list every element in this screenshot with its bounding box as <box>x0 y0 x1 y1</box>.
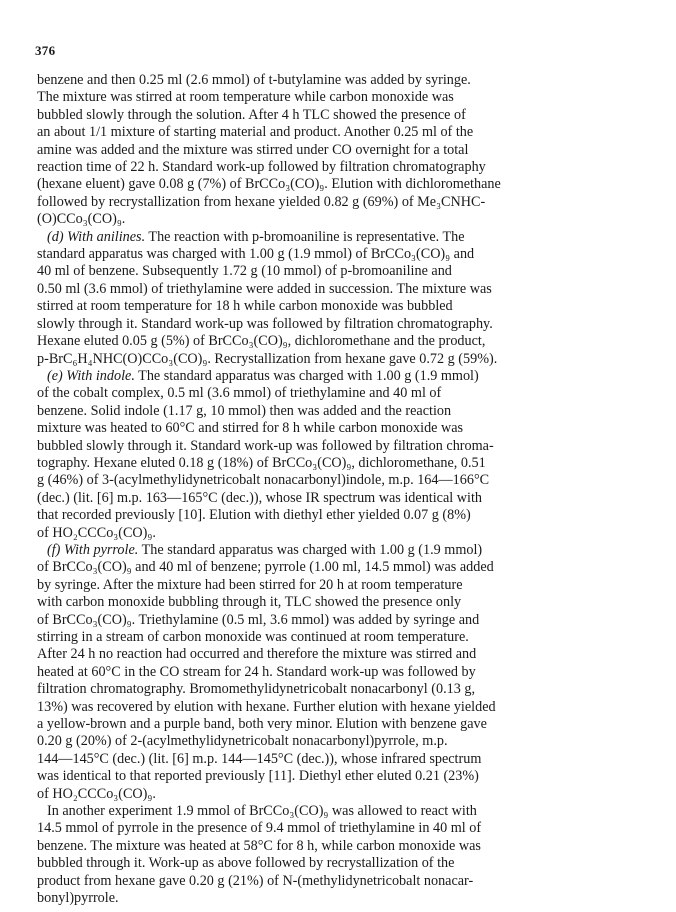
text-line: Hexane eluted 0.05 g (5%) of BrCCo₃(CO)₉, dichloromethane and the product, <box>37 333 486 350</box>
text-line: heated at 60°C in the CO stream for 24 h. Standard work-up was followed by <box>37 663 476 680</box>
paragraph-first-line <box>37 229 649 246</box>
text-line: of BrCCo₃(CO)₉ and 40 ml of benzene; pyrrole (1.00 ml, 14.5 mmol) was added <box>37 559 494 576</box>
text-line: bonyl)pyrrole. <box>37 890 119 907</box>
text-line: of the cobalt complex, 0.5 ml (3.6 mmol) of triethylamine and 40 ml of <box>37 385 442 402</box>
text-line: reaction time of 22 h. Standard work-up followed by filtration chromatography <box>37 159 486 176</box>
text-line: (O)CCo₃(CO)₉. <box>37 211 126 228</box>
text-line: 40 ml of benzene. Subsequently 1.72 g (10 mmol) of p-bromoaniline and <box>37 263 452 280</box>
text-line: The standard apparatus was charged with 1.00 g (1.9 mmol) <box>138 367 479 384</box>
text-line: 14.5 mmol of pyrrole in the presence of 9.4 mmol of triethylamine in 40 ml of <box>37 820 482 837</box>
text-line: (dec.) (lit. [6] m.p. 163—165°C (dec.)), whose IR spectrum was identical with <box>37 489 482 506</box>
text-line: 13%) was recovered by elution with hexane. Further elution with hexane yielded <box>37 698 496 715</box>
text-line: (hexane eluent) gave 0.08 g (7%) of BrCCo₃(CO)₉. Elution with dichloromethane <box>37 176 501 193</box>
text-line: stirring in a stream of carbon monoxide was continued at room temperature. <box>37 629 469 645</box>
text-line: The mixture was stirred at room temperature while carbon monoxide was <box>37 89 454 106</box>
text-line: g (46%) of 3-(acylmethylidynetricobalt nonacarbonyl)indole, m.p. 164—166°C <box>37 472 490 489</box>
text-line: bubbled slowly through the solution. After 4 h TLC showed the presence of <box>37 106 466 123</box>
text-line: standard apparatus was charged with 1.00 g (1.9 mmol) of BrCCo₃(CO)₉ and <box>37 246 475 263</box>
paragraph-first-line <box>37 542 649 559</box>
text-line: The reaction with p-bromoaniline is representative. The <box>148 228 465 245</box>
paragraph-first-line <box>37 368 649 385</box>
text-line: that recorded previously [10]. Elution with diethyl ether yielded 0.07 g (8%) <box>37 507 471 524</box>
text-line: bubbled through it. Work-up as above followed by recrystallization of the <box>37 855 455 872</box>
text-line: p-BrC₆H₄NHC(O)CCo₃(CO)₉. Recrystallization from hexane gave 0.72 g (59%). <box>37 350 498 367</box>
text-line: by syringe. After the mixture had been stirred for 20 h at room temperature <box>37 576 463 593</box>
text-line: stirred at room temperature for 18 h while carbon monoxide was bubbled <box>37 298 453 315</box>
text-line: of HO₂CCCo₃(CO)₉. <box>37 785 156 802</box>
text-line: of BrCCo₃(CO)₉. Triethylamine (0.5 ml, 3.6 mmol) was added by syringe and <box>37 611 480 628</box>
text-line: The standard apparatus was charged with 1.00 g (1.9 mmol) <box>141 541 483 558</box>
text-line: benzene. Solid indole (1.17 g, 10 mmol) then was added and the reaction <box>37 402 452 419</box>
text-line: slowly through it. Standard work-up was followed by filtration chromatography. <box>37 315 493 332</box>
text-line: mixture was heated to 60°C and stirred for 8 h while carbon monoxide was <box>37 420 464 437</box>
text-line: 144—145°C (dec.) (lit. [6] m.p. 144—145°C (dec.)), whose infrared spectrum <box>37 750 482 767</box>
text-line: 0.20 g (20%) of 2-(acylmethylidynetricobalt nonacarbonyl)pyrrole, m.p. <box>37 733 448 750</box>
text-line: tography. Hexane eluted 0.18 g (18%) of BrCCo₃(CO)₉, dichloromethane, 0.51 <box>37 454 486 471</box>
text-line: After 24 h no reaction had occurred and therefore the mixture was stirred and <box>37 646 477 663</box>
body-text <box>37 72 649 908</box>
text-line: filtration chromatography. Bromomethylidynetricobalt nonacarbonyl (0.13 g, <box>37 681 475 698</box>
text-line: 0.50 ml (3.6 mmol) of triethylamine were added in succession. The mixture was <box>37 280 492 297</box>
text-line: followed by recrystallization from hexane yielded 0.82 g (69%) of Me₃CNHC- <box>37 193 486 210</box>
section-heading-anilines: (d) With anilines. <box>47 228 146 245</box>
text-line: of HO₂CCCo₃(CO)₉. <box>37 524 156 541</box>
text-line: bubbled slowly through it. Standard work-up was followed by filtration chroma- <box>37 437 494 454</box>
text-line: benzene. The mixture was heated at 58°C for 8 h, while carbon monoxide was <box>37 837 481 854</box>
text-line: In another experiment 1.9 mmol of BrCCo₃(CO)₉ was allowed to react with <box>47 803 477 820</box>
text-line: amine was added and the mixture was stirred under CO overnight for a total <box>37 141 469 158</box>
text-line: an about 1/1 mixture of starting material and product. Another 0.25 ml of the <box>37 124 474 141</box>
text-line: benzene and then 0.25 ml (2.6 mmol) of t-butylamine was added by syringe. <box>37 72 471 88</box>
text-line: was identical to that reported previously [11]. Diethyl ether eluted 0.21 (23%) <box>37 768 479 785</box>
text-line: with carbon monoxide bubbling through it, TLC showed the presence only <box>37 594 462 611</box>
text-line: product from hexane gave 0.20 g (21%) of N-(methylidynetricobalt nonacar- <box>37 872 474 889</box>
section-heading-indole: (e) With indole. <box>47 367 135 384</box>
section-heading-pyrrole: (f) With pyrrole. <box>47 541 139 558</box>
text-line: a yellow-brown and a purple band, both very minor. Elution with benzene gave <box>37 716 487 733</box>
page-number: 376 <box>35 43 56 58</box>
